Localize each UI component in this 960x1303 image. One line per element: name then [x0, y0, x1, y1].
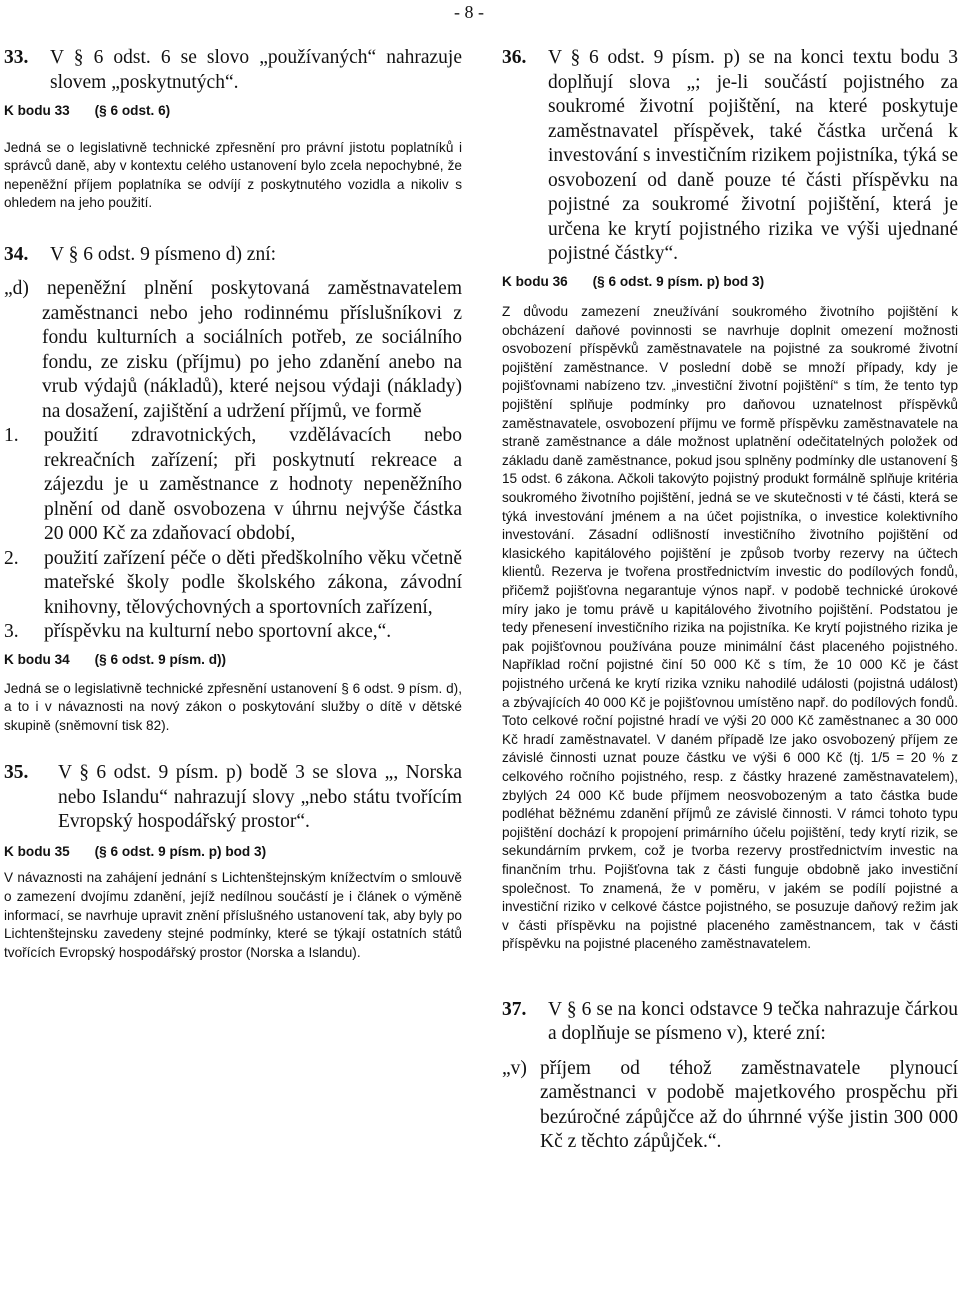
- amendment-36: [502, 46, 958, 267]
- amendment-number: 36.: [502, 47, 527, 68]
- provision-point: 1. použití zdravotnických, vzdělávacích nebo rekreačních zařízení; při poskytnutí rekreace a zájezdu je u zaměstnance z hodnoty nepeněžního plnění od daně osvobozena v úhrnu nejvýše částka 20 000 Kč za zdaňovací období,: [4, 425, 462, 545]
- amendment-35: [4, 761, 462, 835]
- amendment-text: V § 6 se na konci odstavce 9 tečka nahrazuje čárkou a doplňuje se písmeno v), které zní:: [548, 998, 958, 1045]
- provision-letter: „v): [502, 1057, 527, 1079]
- amendment-number: 34.: [4, 243, 29, 265]
- explanation-heading: K bodu 36 (§ 6 odst. 9 písm. p) bod 3): [502, 273, 765, 289]
- explanation-heading: K bodu 34 (§ 6 odst. 9 písm. d)): [4, 651, 227, 667]
- explanation-text: Jedná se o legislativně technické zpřesnění pro právní jistotu poplatníků i správců daně, aby v kontextu celého ustanovení bylo zcela nepochybné, že nepeněžní příjem poplatníka se odvíjí z poskytnutého vozidla a nikoliv s ohledem na jeho použití.: [4, 139, 462, 211]
- amendment-text: V § 6 odst. 9 písmeno d) zní:: [50, 243, 277, 265]
- provision-point: 3. příspěvku na kulturní nebo sportovní akce,“.: [4, 621, 392, 643]
- explanation-35: [4, 843, 462, 963]
- explanation-33: [4, 102, 462, 213]
- explanation-heading: K bodu 35 (§ 6 odst. 9 písm. p) bod 3): [4, 843, 267, 859]
- provision-text: příjem od téhož zaměstnavatele plynoucí zaměstnanci v podobě majetkového prospěchu při bezúročné zápůjčce až do úhrnné výše jistin 300 000 Kč z těchto zápůjček.“.: [540, 1057, 958, 1153]
- page-number: - 8 -: [454, 2, 484, 22]
- left-column: [4, 46, 462, 962]
- amendment-37: [502, 998, 958, 1047]
- provision-point: 2. použití zařízení péče o děti předškolního věku včetně mateřské školy podle školského zákona, závodní knihovny, tělovýchovných a sportovních zařízení,: [4, 547, 462, 618]
- explanation-heading: K bodu 33 (§ 6 odst. 6): [4, 103, 171, 118]
- explanation-text: Jedná se o legislativně technické zpřesnění ustanovení § 6 odst. 9 písm. d), a to i v návaznosti na nový zákon o poskytování služby o dítě v dětské skupině (sněmovní tisk 82).: [4, 680, 462, 733]
- explanation-34: [4, 651, 462, 735]
- amendment-33: [4, 46, 462, 95]
- quoted-provision: [502, 1057, 958, 1155]
- amendment-number: 33.: [4, 47, 29, 68]
- right-column: [502, 46, 958, 1155]
- amendment-text: V § 6 odst. 6 se slovo „používaných“ nahrazuje slovem „poskytnutých“.: [50, 47, 462, 93]
- explanation-text: Z důvodu zamezení zneužívání soukromého životního pojištění k obcházení daňové povinnosti se navrhuje doplnit omezení možnosti osvobození příspěvků zaměstnavatele na pojistné za soukromé životní pojištění zaměstnance. V poslední době se množí případy, kdy je pojišťovnami nabízeno tzv. „investiční životní pojištění“ s tím, že tento typ pojištění splňuje podmínky pro daňovou uznatelnost příspěvků zaměstnavatele, osvobození příjmu ve formě příspěvku zaměstnavatele na straně zaměstnance a dále možnost uplatnění odečitatelných položek od základu daně zaměstnance, pokud jsou splněny podmínky dle ustanovení § 15 odst. 6 zákona. Ačkoli takovýto pojistný produkt formálně splňuje kritéria soukromého životního pojištění, jedná se ve skutečnosti v té části, která se týká investování jménem a na účet pojistníka, o investice kolektivního investování. Zásadní odlišností investičního životního pojištění od klasického kapitálového pojištění je způsob tvorby rezervy na účtech klientů. Rezerva je tvořena prostřednictvím investic do podílových fondů, přičemž pojišťovna negarantuje výnos např. v podobě technické úrokové míry jako je tomu právě u kapitálového životního pojištění. Podstatou je tedy přenesení investičního rizika na pojistníka. Ke krytí pojistného rizika je pak pojišťovnou používána pouze minimální část placeného pojistného. Například roční pojistné činí 50 000 Kč s tím, že 10 000 Kč je část pojistného určená ke krytí rizika vzniku nahodilé události (pojistná událost) a zbývajících 40 000 Kč je pojišťovnou umístěno např. do podílových fondů. Toto celkové roční pojistné hradí ve výši 20 000 Kč zaměstnanec a 30 000 Kč hradí zaměstnavatel. V daném případě lze jako osvobozený příjem ze závislé činnosti uznat pouze částku ve výši 6 000 Kč (tj. 1/5 = 20 % z celkového ročního pojistného, resp. z částky hrazené zaměstnavatelem), zbylých 24 000 Kč bude příjmem neosvobozeným a tato částka bude podléhat běžnému zdanění příjmů ze závislé činnosti. V rámci tohoto typu pojištění dochází k propojení primárního účelu pojištění, tedy krytí rizik, se sekundárním prvkem, což je tvorba rezervy prostřednictvím investic na finančním trhu. Pojišťovna tak z části funguje obdobně jako investiční společnost. To znamená, že v poměru, v jakém se podílí pojistné a investiční riziko v celkové částce pojistného, se posuzuje daňový režim jak v části příspěvku na pojistné placeného zaměstnancem, tak v části příspěvku na pojistné placeného zaměstnavatelem.: [502, 304, 958, 952]
- quoted-provision: „d) nepeněžní plnění poskytovaná zaměstnavatelem zaměstnanci nebo jeho rodinnému příslušníkovi z fondu kulturních a sociálních potřeb, ze sociálního fondu, ze zisku (příjmu) po jeho zdanění anebo na vrub výdajů (nákladů), které nejsou výdaji (náklady) na dosažení, zajištění a udržení příjmů, ve formě: [4, 278, 462, 422]
- amendment-text: V § 6 odst. 9 písm. p) bodě 3 se slova „, Norska nebo Islandu“ nahrazují slovy „nebo státu tvořícím Evropský hospodářský prostor“.: [58, 762, 462, 833]
- amendment-34: [4, 243, 462, 645]
- explanation-text: V návaznosti na zahájení jednání s Lichtenštejnským knížectvím o smlouvě o zamezení dvojímu zdanění, jejíž nedílnou součástí je i článek o výměně informací, se navrhuje upravit znění příslušného ustanovení tak, aby byly po Lichtenštejnsku zavedeny stejné podmínky, které se týkají ostatních států tvořících Evropský hospodářský prostor (Norska a Islandu).: [4, 870, 462, 960]
- explanation-36: [502, 273, 958, 954]
- amendment-number: 37.: [502, 998, 527, 1020]
- amendment-text: V § 6 odst. 9 písm. p) se na konci textu bodu 3 doplňují slova „; je-li součástí pojistného za soukromé životní pojištění, na které poskytuje zaměstnavatel příspěvek, také částka určená k investování s investičním rizikem pojistníka, týká se osvobození od daně pouze té části příspěvku na pojistné za soukromé životní pojištění, která je určena ke krytí pojistného rizika ve výši ujednané pojistné částky“.: [548, 47, 958, 264]
- amendment-number: 35.: [4, 762, 29, 784]
